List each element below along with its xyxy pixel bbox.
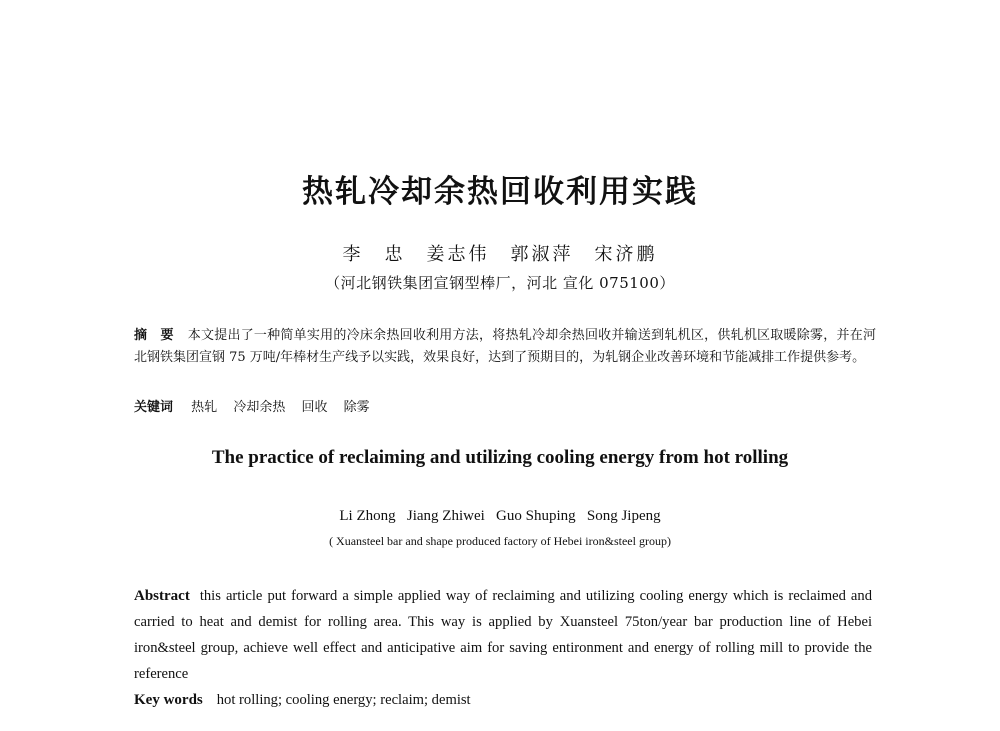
chinese-title: 热轧冷却余热回收利用实践: [302, 174, 698, 210]
chinese-keyword: 除雾: [343, 400, 370, 415]
chinese-keyword: 回收: [301, 400, 328, 415]
chinese-keyword: 冷却余热: [233, 400, 286, 415]
english-keywords-text: hot rolling; cooling energy; reclaim; demist: [216, 692, 471, 708]
chinese-abstract: [134, 325, 876, 369]
chinese-keywords-label: 关键词: [134, 400, 174, 415]
english-abstract: [134, 583, 872, 687]
english-title: The practice of reclaiming and utilizing cooling energy from hot rolling: [211, 447, 789, 468]
chinese-affiliation: （河北钢铁集团宣钢型棒厂，河北 宣化 075100）: [325, 274, 675, 292]
chinese-keyword: 热轧: [191, 400, 218, 415]
english-keywords-label: Key words: [134, 692, 203, 708]
chinese-authors: 李 忠 姜志伟 郭淑萍 宋济鹏: [342, 244, 658, 265]
english-abstract-label: Abstract: [134, 588, 190, 604]
english-abstract-text: this article put forward a simple applied way of reclaiming and utilizing cooling energy which is reclaimed and carried to heat and demist for rolling area. This way is applied by Xuansteel 75ton/year bar production line of Hebei iron&steel group, achieve well effect and anticipative aim for saving entironment and energy of rolling mill to provide the reference: [134, 588, 872, 682]
english-affiliation: ( Xuansteel bar and shape produced factory of Hebei iron&steel group): [329, 534, 671, 548]
chinese-keywords: [134, 397, 876, 419]
chinese-abstract-label: 摘 要: [134, 328, 174, 343]
chinese-abstract-text: 本文提出了一种简单实用的冷床余热回收利用方法，将热轧冷却余热回收并输送到轧机区，供轧机区取暖除雾，并在河北钢铁集团宣钢 75 万吨/年棒材生产线予以实践，效果良好，达到了预期目的，为轧钢企业改善环境和节能减排工作提供参考。: [134, 328, 876, 365]
english-authors: Li Zhong Jiang Zhiwei Guo Shuping Song Jipeng: [339, 508, 661, 524]
english-keywords: [134, 688, 872, 712]
